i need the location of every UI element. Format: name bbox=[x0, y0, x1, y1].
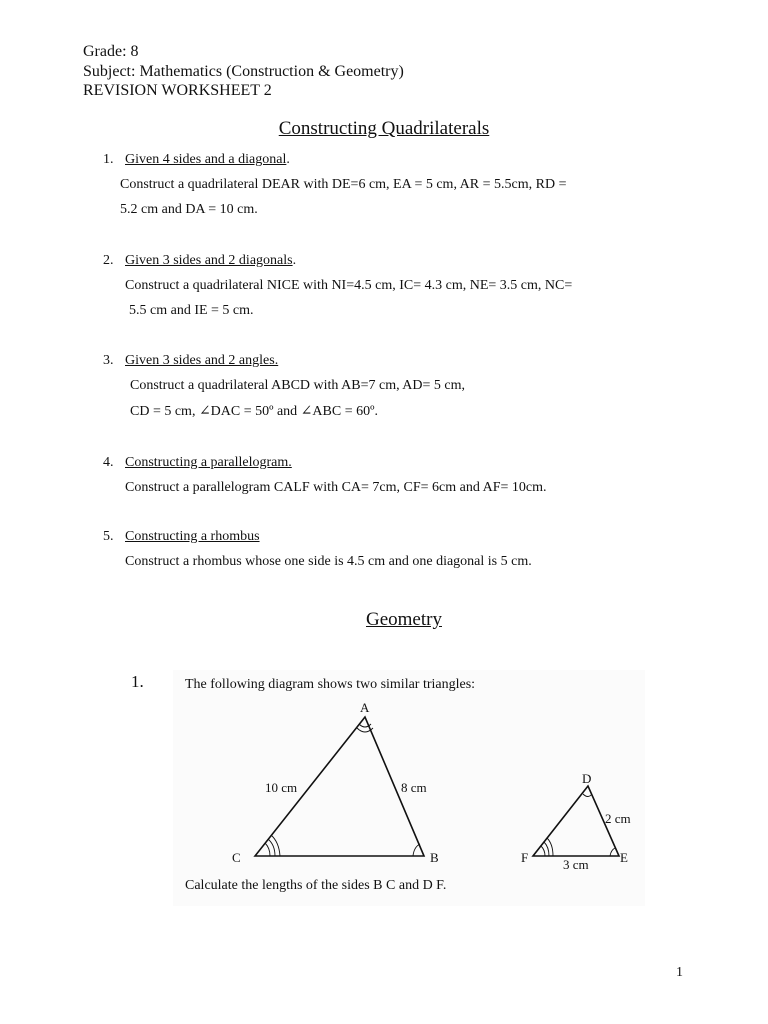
item-text-line: Construct a quadrilateral NICE with NI=4.5 cm, IC= 4.3 cm, NE= 3.5 cm, NC= bbox=[125, 278, 573, 293]
vertex-label-e: E bbox=[620, 850, 628, 865]
item-text-line: Construct a rhombus whose one side is 4.5 cm and one diagonal is 5 cm. bbox=[125, 554, 532, 569]
item-heading bbox=[125, 454, 292, 472]
angle-mark-c bbox=[265, 843, 270, 856]
angle-mark-e bbox=[610, 848, 615, 856]
figure-question: Calculate the lengths of the sides B C and D F. bbox=[185, 878, 447, 893]
item-number: 4. bbox=[103, 455, 114, 470]
item-heading-text: Given 4 sides and a diagonal bbox=[125, 152, 287, 167]
item-number: 1. bbox=[103, 152, 114, 167]
item-text-line: CD = 5 cm, ∠DAC = 50º and ∠ABC = 60º. bbox=[130, 404, 378, 419]
angle-mark-f-3 bbox=[547, 838, 553, 856]
side-label-ca: 10 cm bbox=[265, 780, 298, 795]
item-heading bbox=[125, 352, 278, 370]
similar-triangles-figure bbox=[173, 670, 645, 906]
angle-mark-c-2 bbox=[268, 839, 275, 856]
worksheet-title: REVISION WORKSHEET 2 bbox=[83, 82, 272, 99]
item-text-line: Construct a quadrilateral ABCD with AB=7 cm, AD= 5 cm, bbox=[130, 378, 466, 393]
angle-mark-f bbox=[541, 846, 545, 856]
item-heading-text: Given 3 sides and 2 angles. bbox=[125, 353, 279, 368]
item-heading bbox=[125, 252, 296, 270]
angle-mark-c-3 bbox=[271, 835, 280, 856]
section-title-quadrilaterals: Constructing Quadrilaterals bbox=[278, 118, 490, 139]
item-text-line: Construct a quadrilateral DEAR with DE=6 cm, EA = 5 cm, AR = 5.5cm, RD = bbox=[120, 177, 567, 192]
item-heading bbox=[125, 528, 260, 546]
item-heading-suffix: . bbox=[292, 253, 297, 268]
item-heading bbox=[125, 151, 290, 169]
page-number: 1 bbox=[676, 965, 683, 980]
item-number: 2. bbox=[103, 253, 114, 268]
vertex-label-a: A bbox=[360, 700, 370, 715]
item-text-line: Construct a parallelogram CALF with CA= 7cm, CF= 6cm and AF= 10cm. bbox=[125, 480, 547, 495]
item-text-line: 5.2 cm and DA = 10 cm. bbox=[120, 202, 258, 217]
vertex-label-b: B bbox=[430, 850, 439, 865]
subject-line: Subject: Mathematics (Construction & Geometry) bbox=[83, 63, 404, 80]
item-text-line: 5.5 cm and IE = 5 cm. bbox=[129, 303, 254, 318]
item-heading-text: Constructing a rhombus bbox=[125, 529, 260, 544]
vertex-label-c: C bbox=[232, 850, 241, 865]
grade-line: Grade: 8 bbox=[83, 43, 139, 60]
side-label-de: 2 cm bbox=[605, 811, 631, 826]
side-label-ab: 8 cm bbox=[401, 780, 427, 795]
item-heading-suffix: . bbox=[286, 152, 290, 167]
item-heading-text: Given 3 sides and 2 diagonals bbox=[125, 253, 293, 268]
side-label-fe: 3 cm bbox=[563, 857, 589, 872]
item-number: 5. bbox=[103, 529, 114, 544]
section-title-geometry: Geometry bbox=[366, 609, 442, 630]
vertex-label-d: D bbox=[582, 771, 592, 786]
figure-intro: The following diagram shows two similar triangles: bbox=[185, 677, 476, 692]
item-number: 3. bbox=[103, 353, 114, 368]
question-number: 1. bbox=[131, 672, 144, 691]
item-heading-text: Constructing a parallelogram. bbox=[125, 455, 292, 470]
angle-mark-d bbox=[583, 794, 592, 797]
vertex-label-f: F bbox=[521, 850, 529, 865]
